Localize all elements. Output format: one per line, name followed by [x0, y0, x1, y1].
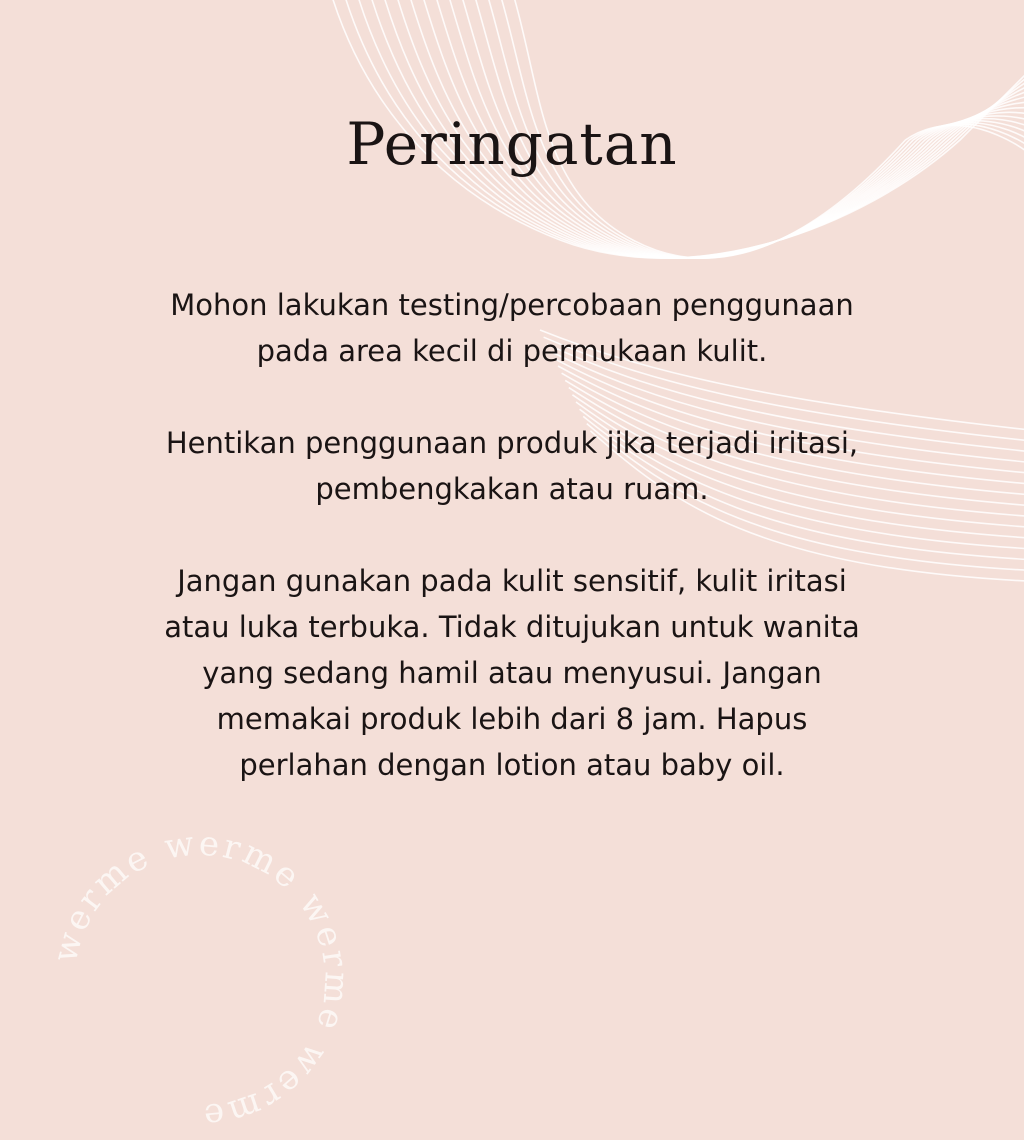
text-line: Mohon lakukan testing/percobaan penggunaan: [170, 288, 854, 322]
paragraph-testing: [80, 282, 944, 374]
text-line: atau luka terbuka. Tidak ditujukan untuk wanita: [164, 610, 860, 644]
text-line: pada area kecil di permukaan kulit.: [256, 334, 768, 368]
text-line: perlahan dengan lotion atau baby oil.: [239, 748, 785, 782]
paragraph-stop-use: [80, 420, 944, 512]
svg-text:werme werme werme werme: [45, 823, 357, 1136]
text-line: Jangan gunakan pada kulit sensitif, kulit iritasi: [177, 564, 847, 598]
warning-text: [80, 282, 944, 834]
werme-circular-watermark: [40, 820, 360, 1140]
text-line: pembengkakan atau ruam.: [315, 472, 709, 506]
text-line: yang sedang hamil atau menyusui. Jangan: [202, 656, 822, 690]
page-title: Peringatan: [346, 110, 678, 178]
text-line: Hentikan penggunaan produk jika terjadi iritasi,: [165, 426, 859, 460]
watermark-text: werme werme werme werme: [44, 823, 357, 1137]
paragraph-cautions: [80, 558, 944, 788]
text-line: memakai produk lebih dari 8 jam. Hapus: [216, 702, 808, 736]
